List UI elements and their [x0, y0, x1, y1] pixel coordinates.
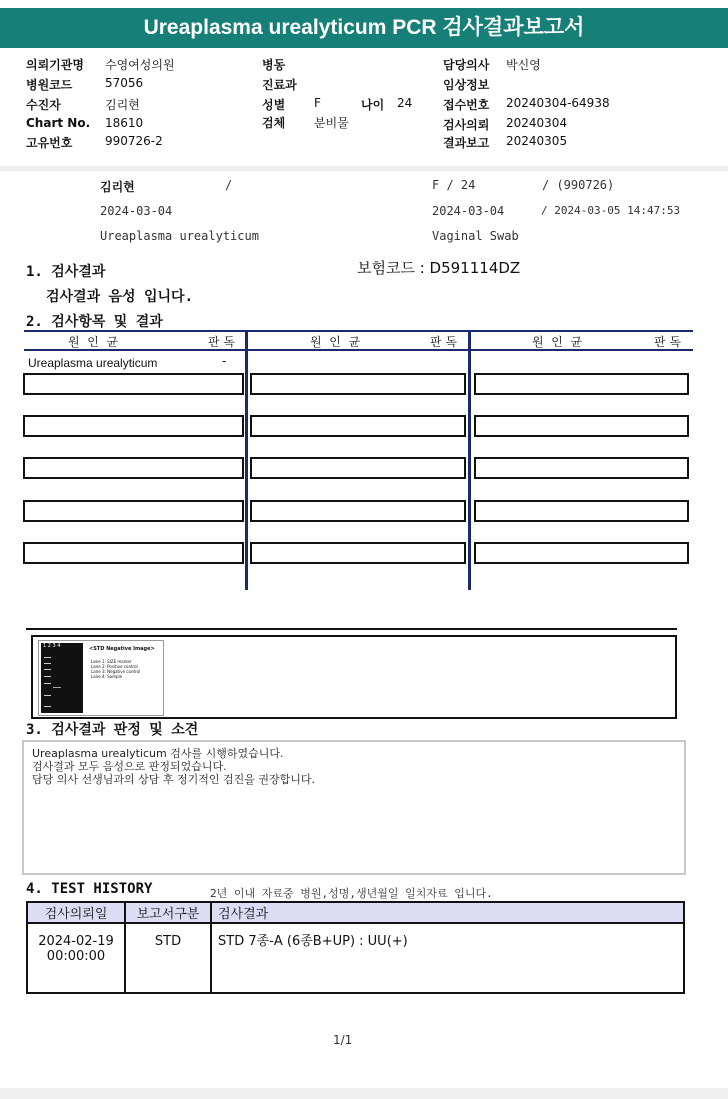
summary-reported: / 2024-03-05 14:47:53 — [541, 204, 681, 217]
item-name: Ureaplasma urealyticum — [28, 356, 158, 370]
summary-date1: 2024-03-04 — [100, 204, 173, 218]
gel-band — [53, 687, 61, 688]
result-box — [23, 415, 244, 437]
history-type: STD — [125, 923, 211, 993]
gel-electrophoresis-image — [38, 640, 164, 716]
gel-legend-3: Lane 3: Negative control — [91, 669, 141, 674]
result-box — [23, 373, 244, 395]
receipt-value: 20240304-64938 — [506, 96, 610, 110]
page-number: 1/1 — [333, 1033, 353, 1047]
history-note: 2년 이내 자료중 병원,성명,생년월일 일치자료 입니다. — [210, 887, 493, 900]
doctor-label: 담당의사 — [443, 58, 490, 72]
unique-label: 고유번호 — [26, 136, 73, 150]
chart-label: Chart No. — [26, 116, 91, 130]
history-col-result: 검사결과 — [211, 902, 684, 923]
result-box — [23, 457, 244, 479]
top-strip — [0, 0, 728, 8]
history-date-cell — [27, 923, 125, 993]
sex-value: F — [314, 96, 321, 110]
gel-band — [44, 706, 51, 707]
result-box — [474, 373, 689, 395]
summary-birth: / (990726) — [542, 178, 615, 192]
section1-heading: 1. 검사결과 — [26, 264, 106, 280]
result-box — [23, 542, 244, 564]
column-divider-1 — [245, 330, 248, 590]
patient-label: 수진자 — [26, 98, 61, 112]
specimen-value: 분비물 — [314, 116, 349, 130]
header-divider — [0, 166, 728, 171]
result-box — [250, 542, 466, 564]
gel-band — [44, 676, 51, 677]
gel-title: <STD Negative Image> — [89, 646, 155, 652]
result-box — [23, 500, 244, 522]
summary-date2: 2024-03-04 — [432, 204, 505, 218]
age-label: 나이 — [361, 98, 385, 112]
gel-band — [44, 695, 51, 696]
gel-dark-area — [41, 643, 83, 713]
history-result: STD 7종-A (6종B+UP) : UU(+) — [211, 923, 684, 993]
gel-band — [44, 669, 51, 670]
summary-sex-age: F / 24 — [432, 178, 476, 192]
request-value: 20240304 — [506, 116, 568, 130]
result-box — [474, 457, 689, 479]
history-table — [26, 901, 685, 994]
gel-top-rule — [26, 628, 677, 630]
col2-judge-header: 판 독 — [430, 335, 457, 349]
patient-info-block — [0, 48, 728, 167]
opinion-line-1: Ureaplasma urealyticum 검사를 시행하였습니다. — [32, 747, 284, 760]
result-box — [474, 415, 689, 437]
report-title: Ureaplasma urealyticum PCR 검사결과보고서 — [0, 8, 728, 48]
result-statement: 검사결과 음성 입니다. — [46, 289, 194, 305]
col3-pathogen-header: 원 인 균 — [532, 335, 583, 349]
insurance-code: 보험코드 : D591114DZ — [357, 259, 521, 277]
summary-name: 김리현 — [100, 180, 135, 194]
patient-value: 김리현 — [105, 98, 140, 112]
receipt-label: 접수번호 — [443, 98, 490, 112]
specimen-label: 검체 — [262, 116, 286, 130]
col1-judge-header: 판 독 — [208, 335, 235, 349]
doctor-value: 박신영 — [506, 58, 541, 72]
history-date: 2024-02-19 — [38, 934, 114, 949]
ward-label: 병동 — [262, 58, 286, 72]
result-box — [250, 373, 466, 395]
chart-value: 18610 — [105, 116, 144, 130]
summary-specimen: Vaginal Swab — [432, 229, 519, 243]
gel-legend-1: Lane 1: SIZE marker — [91, 659, 132, 664]
institution-value: 수영여성의원 — [105, 58, 175, 72]
bottom-strip — [0, 1088, 728, 1099]
dept-label: 진료과 — [262, 78, 297, 92]
result-box — [250, 415, 466, 437]
gel-legend-2: Lane 2: Positive control — [91, 664, 138, 669]
age-value: 24 — [397, 96, 413, 110]
section2-heading: 2. 검사항목 및 결과 — [26, 314, 163, 330]
col2-pathogen-header: 원 인 균 — [310, 335, 361, 349]
table-row — [27, 923, 684, 993]
report-label: 결과보고 — [443, 136, 490, 150]
section4-heading: 4. TEST HISTORY — [26, 881, 153, 897]
request-label: 검사의뢰 — [443, 118, 490, 132]
result-box — [474, 500, 689, 522]
col3-judge-header: 판 독 — [654, 335, 681, 349]
clinical-label: 임상정보 — [443, 78, 490, 92]
gel-band — [44, 657, 51, 658]
gel-band — [44, 683, 51, 684]
column-divider-2 — [468, 330, 471, 590]
col1-pathogen-header: 원 인 균 — [68, 335, 119, 349]
opinion-line-2: 검사결과 모두 음성으로 판정되었습니다. — [32, 760, 227, 773]
opinion-line-3: 담당 의사 선생님과의 상담 후 정기적인 검진을 권장합니다. — [32, 773, 315, 786]
history-header-row — [27, 902, 684, 923]
result-box — [474, 542, 689, 564]
gel-band — [44, 663, 51, 664]
result-box — [250, 457, 466, 479]
summary-slash: / — [225, 178, 233, 192]
gel-legend-4: Lane 4: Sample — [91, 674, 123, 679]
item-result: - — [222, 354, 227, 368]
hospital-code-value: 57056 — [105, 76, 144, 90]
summary-test: Ureaplasma urealyticum — [100, 229, 259, 243]
table-top-line — [24, 330, 693, 332]
section3-heading: 3. 검사결과 판정 및 소견 — [26, 722, 199, 738]
report-value: 20240305 — [506, 134, 568, 148]
opinion-box — [22, 740, 686, 875]
result-box — [250, 500, 466, 522]
history-col-type: 보고서구분 — [125, 902, 211, 923]
hospital-code-label: 병원코드 — [26, 78, 73, 92]
history-col-date: 검사의뢰일 — [27, 902, 125, 923]
history-time: 00:00:00 — [46, 949, 106, 964]
gel-lane-numbers: 1 2 3 4 — [43, 643, 61, 649]
unique-value: 990726-2 — [105, 134, 163, 148]
sex-label: 성별 — [262, 98, 286, 112]
institution-label: 의뢰기관명 — [26, 58, 84, 72]
